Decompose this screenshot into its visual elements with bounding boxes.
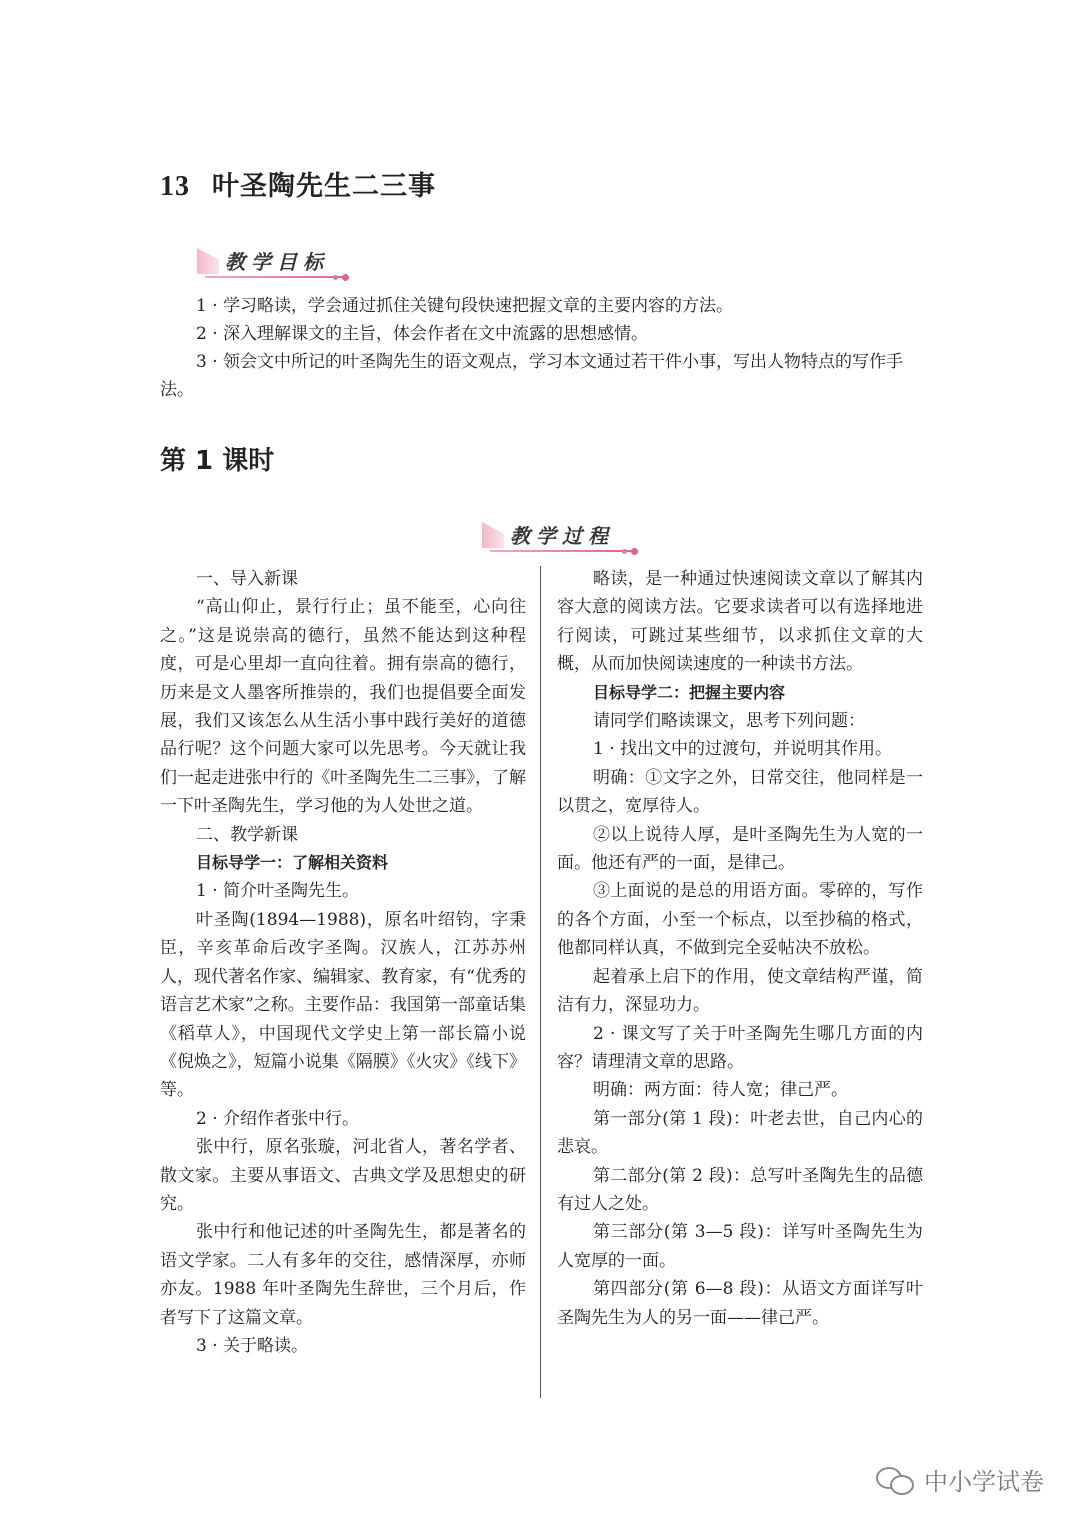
paragraph: 第二部分(第 2 段)：总写叶圣陶先生的品德有过人之处。 bbox=[557, 1165, 923, 1214]
paragraph: 3 · 关于略读。 bbox=[196, 1335, 309, 1356]
lesson-title-text: 叶圣陶先生二三事 bbox=[212, 171, 436, 202]
paragraph: 二、教学新课 bbox=[196, 824, 298, 845]
column-divider bbox=[540, 566, 541, 1398]
paragraph: 2 · 课文写了关于叶圣陶先生哪几方面的内容？请理清文章的思路。 bbox=[557, 1023, 923, 1072]
paragraph: 第三部分(第 3—5 段)：详写叶圣陶先生为人宽厚的一面。 bbox=[557, 1222, 923, 1271]
lesson-number: 13 bbox=[160, 171, 190, 202]
paragraph: 起着承上启下的作用，使文章结构严谨，简洁有力，深显功力。 bbox=[557, 966, 923, 1016]
left-column bbox=[160, 565, 526, 1360]
flag-icon bbox=[197, 248, 219, 274]
paragraph: 叶圣陶(1894—1988)，原名叶绍钧，字秉臣，辛亥革命后改字圣陶。汉族人，江苏苏州人，现代著名作家、编辑家、教育家，有“优秀的语言艺术家”之称。主要作品：我国第一部童话集《稻草人》，中国现代文学史上第一部长篇小说《倪焕之》，短篇小说集《隔膜》《火灾》《线下》等。 bbox=[160, 909, 526, 1101]
dot-icon bbox=[622, 549, 627, 554]
paragraph: “高山仰止，景行行止；虽不能至，心向往之。”这是说崇高的德行，虽然不能达到这种程度，可是心里却一直向往着。拥有崇高的德行，历来是文人墨客所推崇的，我们也提倡要全面发展，我们又该怎么从生活小事中践行美好的道德品行呢？这个问题大家可以先思考。今天就让我们一起走进张中行的《叶圣陶先生二三事》，了解一下叶圣陶先生，学习他的为人处世之道。 bbox=[160, 597, 526, 817]
paragraph: 2 · 介绍作者张中行。 bbox=[196, 1108, 360, 1129]
process-heading: 教学过程 bbox=[510, 524, 614, 548]
lesson-period-heading: 第 1 课时 bbox=[160, 446, 275, 476]
lesson-title bbox=[160, 164, 436, 203]
paragraph: ②以上说待人厚，是叶圣陶先生为人宽的一面。他还有严的一面，是律己。 bbox=[557, 824, 923, 874]
wechat-icon bbox=[876, 1465, 916, 1495]
paragraph: ③上面说的是总的用语方面。零碎的，写作的各个方面，小至一个标点，以至抄稿的格式，他都同样认真，不做到完全妥帖决不放松。 bbox=[557, 881, 923, 959]
process-banner bbox=[482, 520, 638, 552]
paragraph: 明确：①文字之外，日常交往，他同样是一以贯之，宽厚待人。 bbox=[557, 767, 923, 817]
watermark-text: 中小学试卷 bbox=[924, 1468, 1044, 1496]
paragraph: 1 · 找出文中的过渡句，并说明其作用。 bbox=[593, 739, 893, 760]
paragraph: 略读，是一种通过快速阅读文章以了解其内容大意的阅读方法。它要求读者可以有选择地进行阅读，可跳过某些细节，以求抓住文章的大概，从而加快阅读速度的一种读书方法。 bbox=[557, 569, 923, 675]
paragraph: 明确：两方面：待人宽；律己严。 bbox=[593, 1080, 848, 1101]
dot-icon bbox=[631, 548, 638, 555]
objective-item: 2 · 深入理解课文的主旨，体会作者在文中流露的思想感情。 bbox=[196, 324, 649, 344]
objectives-list bbox=[160, 292, 925, 404]
right-column bbox=[557, 565, 923, 1332]
paragraph: 第一部分(第 1 段)：叶老去世，自己内心的悲哀。 bbox=[557, 1108, 923, 1158]
watermark bbox=[876, 1462, 1044, 1497]
section-subheading: 目标导学一：了解相关资料 bbox=[196, 853, 389, 873]
dot-icon bbox=[333, 275, 338, 280]
banner-underline bbox=[490, 550, 632, 552]
paragraph: 一、导入新课 bbox=[196, 569, 298, 589]
section-subheading: 目标导学二：把握主要内容 bbox=[593, 682, 786, 702]
objectives-heading: 教学目标 bbox=[225, 250, 329, 274]
objective-item: 3 · 领会文中所记的叶圣陶先生的语文观点，学习本文通过若干件小事，写出人物特点的写作手法。 bbox=[160, 352, 904, 400]
paragraph: 张中行，原名张璇，河北省人，著名学者、散文家。主要从事语文、古典文学及思想史的研究。 bbox=[160, 1137, 526, 1214]
paragraph: 1 · 简介叶圣陶先生。 bbox=[196, 881, 360, 902]
flag-icon bbox=[482, 522, 504, 548]
dot-icon bbox=[342, 274, 349, 281]
banner-underline bbox=[205, 276, 343, 278]
paragraph: 第四部分(第 6—8 段)：从语文方面详写叶圣陶先生为人的另一面——律己严。 bbox=[557, 1279, 923, 1328]
objectives-banner bbox=[197, 246, 349, 278]
paragraph: 张中行和他记述的叶圣陶先生，都是著名的语文学家。二人有多年的交往，感情深厚，亦师亦友。1988 年叶圣陶先生辞世，三个月后，作者写下了这篇文章。 bbox=[160, 1222, 526, 1328]
objective-item: 1 · 学习略读，学会通过抓住关键句段快速把握文章的主要内容的方法。 bbox=[196, 296, 734, 316]
paragraph: 请同学们略读课文，思考下列问题： bbox=[593, 711, 865, 732]
